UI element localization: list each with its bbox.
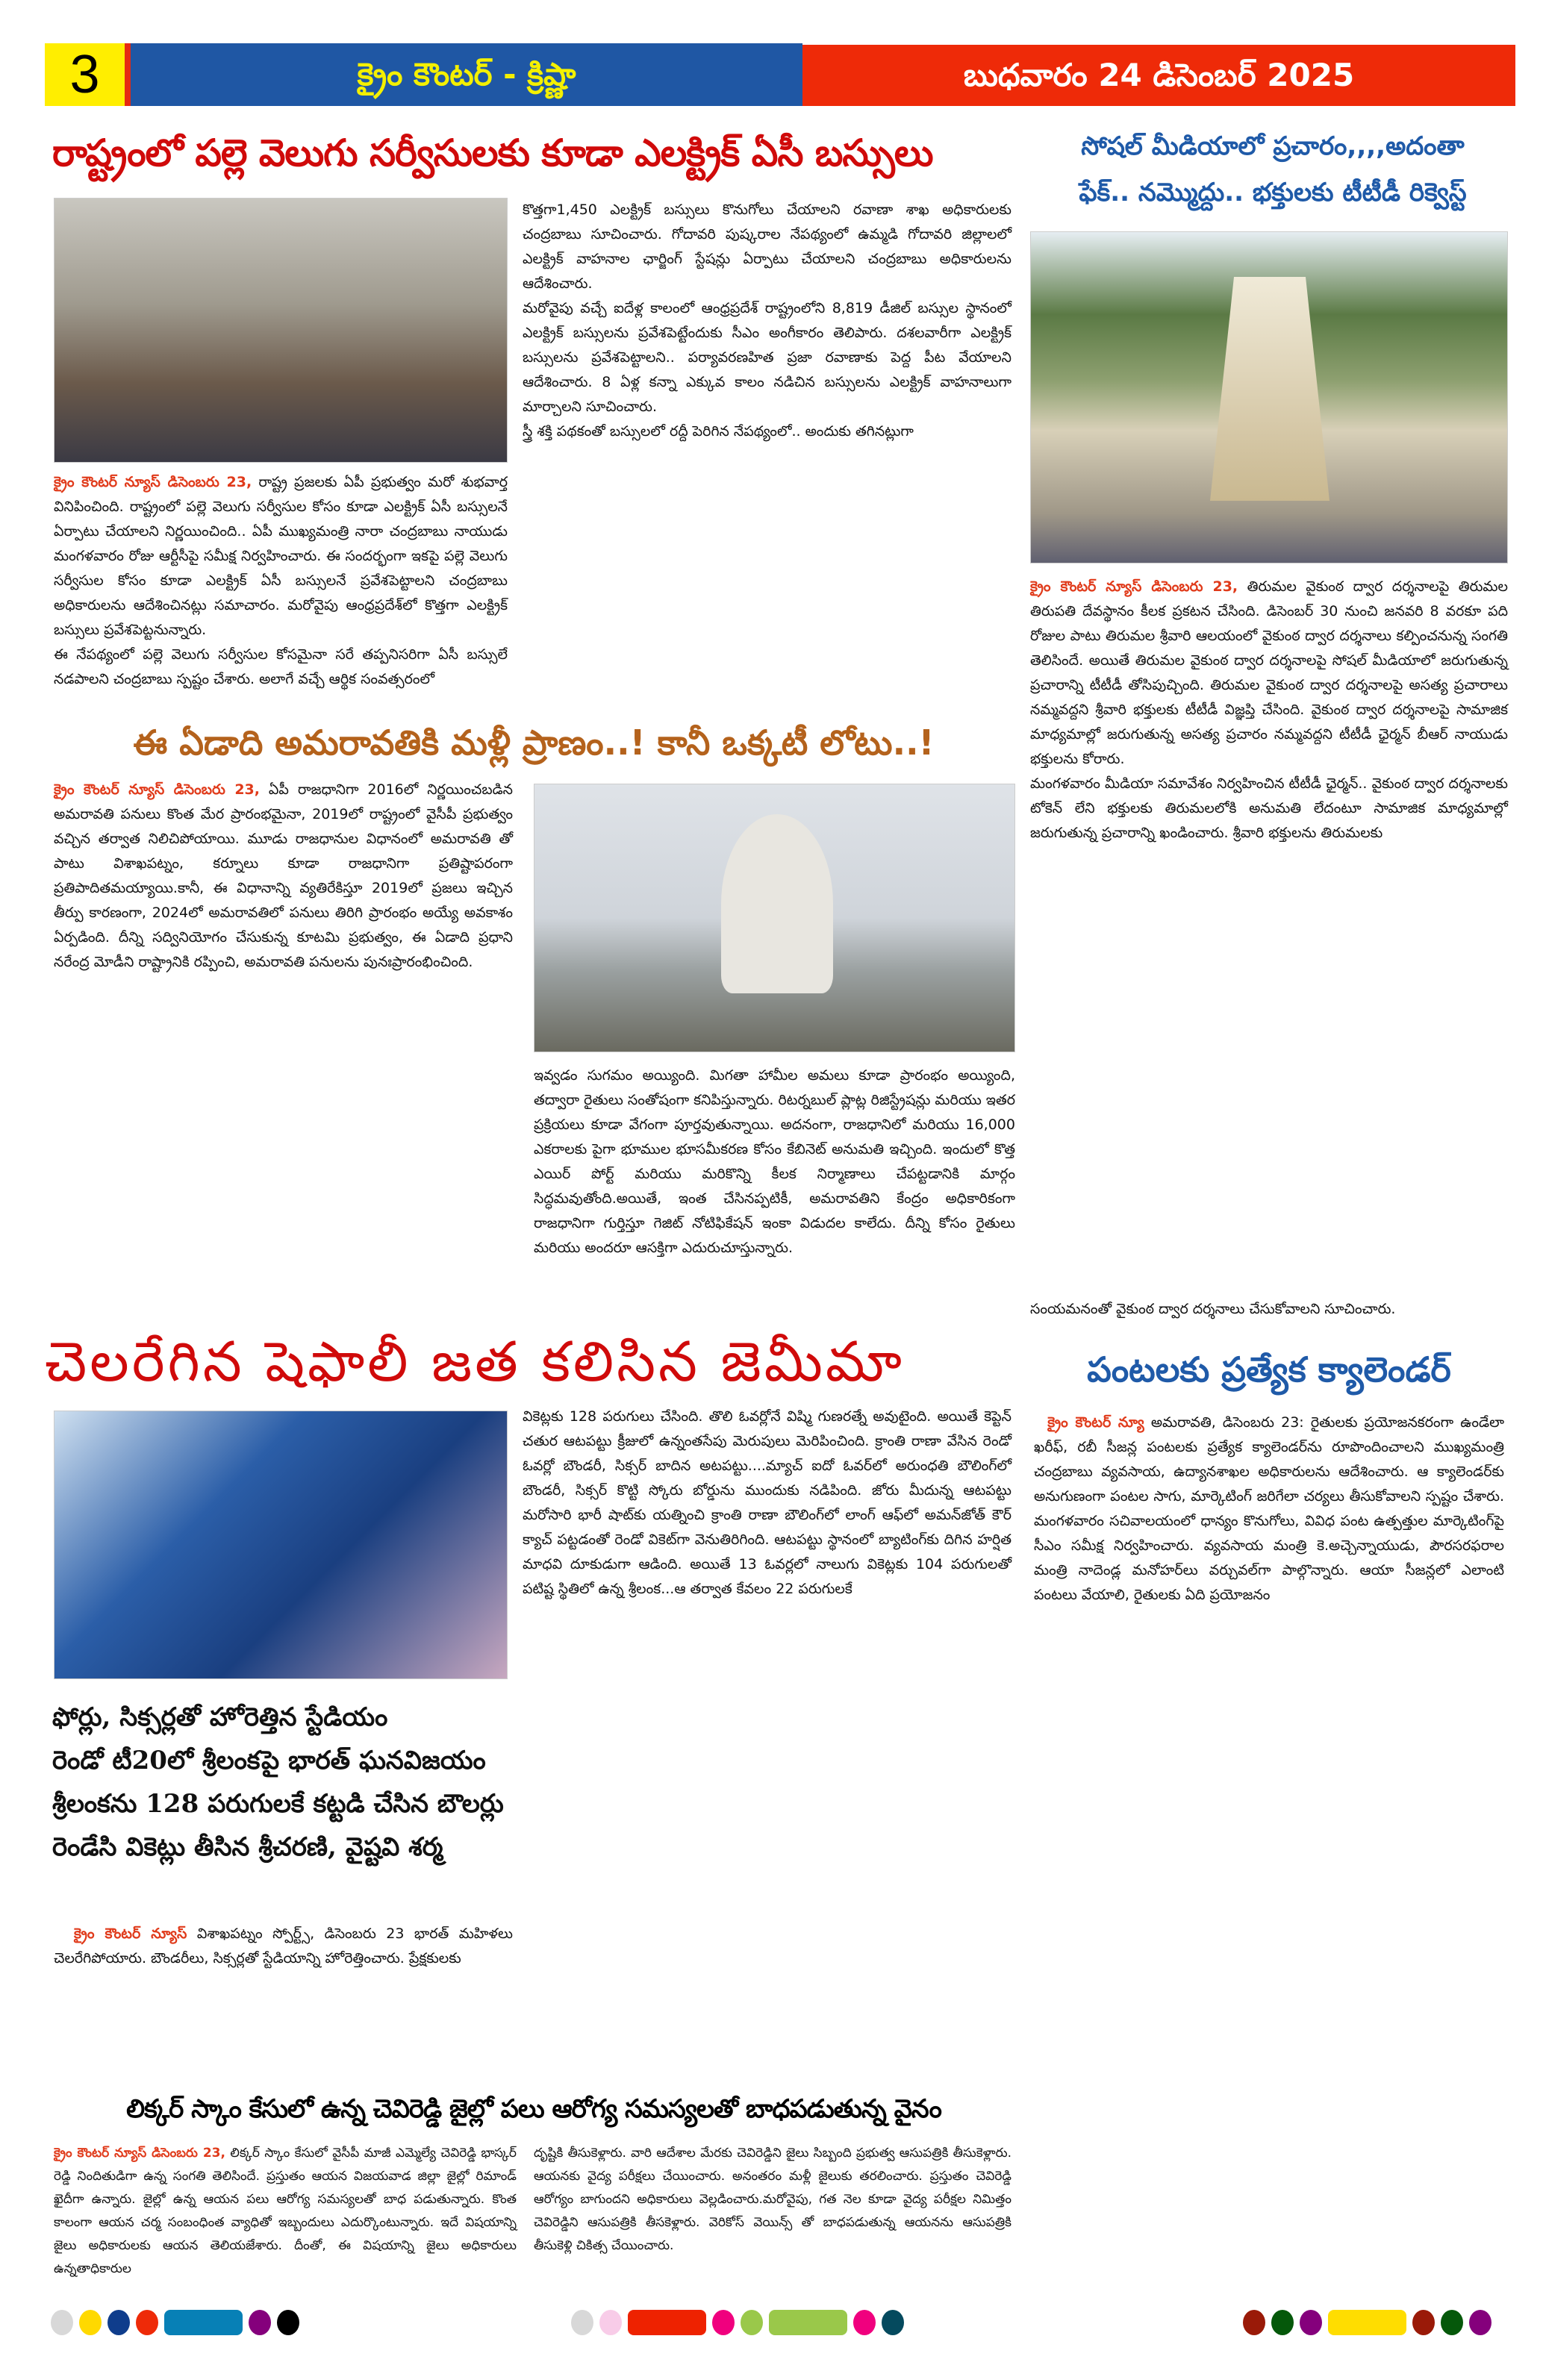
color-marks-right xyxy=(1243,2310,1497,2335)
dateline: క్రైం కౌంటర్ న్యూస్ xyxy=(73,1925,187,1942)
color-swatch xyxy=(882,2310,904,2335)
color-swatch xyxy=(712,2310,735,2335)
ttd-headline xyxy=(1030,123,1515,216)
color-swatch xyxy=(136,2310,158,2335)
color-swatch xyxy=(79,2310,102,2335)
color-swatch xyxy=(741,2310,763,2335)
paragraph: తిరుమల వైకుంఠ ద్వార దర్శనాలపై తిరుమల తిరుపతి దేవస్థానం కీలక ప్రకటన చేసింది. డిసెంబర్ 30 నుంచి జనవరి 8 వరకూ పది రోజుల పాటు తిరుమల శ్రీవారి ఆలయంలో వైకుంఠ ద్వార దర్శనాలు కల్పించనున్న సంగతి తెలిసిందే. అయితే తిరుమల వైకుంఠ ద్వార దర్శనాలపై సోషల్ మీడియాలో జరుగుతున్న ప్రచారాన్ని టీటీడీ తోసిపుచ్చింది. తిరుమల వైకుంఠ ద్వార దర్శనాలపై అసత్య ప్రచారాలు నమ్మవద్దని శ్రీవారి భక్తులకు టీటీడీ విజ్ఞప్తి చేసింది. వైకుంఠ ద్వార దర్శనాలపై సామాజిక మాధ్యమాల్లో జరుగుతున్న అసత్య ప్రచారం నమ్మవద్దని టీటీడీ ఛైర్మన్ బీఆర్ నాయుడు భక్తులను కోరారు. xyxy=(1030,578,1508,767)
paragraph: వికెట్లకు 128 పరుగులు చేసింది. తొలి ఓవర్లోనే విష్మి గుణరత్నే అవుటైంది. అయితే కెప్టెన్ చతుర ఆటపట్టు క్రీజులో ఉన్నంతసేపు మెరుపులు మెరిపించింది. క్రాంతి రాణా వేసిన రెండో ఓవర్లో బౌండరీ, సిక్సర్ బాదిన అటపట్టు....మ్యాచ్ ఐదో ఓవర్‌లో అరుంధతి బౌలింగ్‌లో బౌండరీ, సిక్సర్ కొట్టి స్కోరు బోర్డును ముందుకు నడిపింది. జోరు మీదున్న ఆటపట్టు మరోసారి భారీ షాట్‌కు యత్నించి క్రాంతి రాణా బౌలింగ్‌లో లాంగ్ ఆఫ్‌లో అమన్‌జోత్ కౌర్ క్యాచ్ పట్టడంతో రెండో వికెట్‌గా వెనుతిరిగింది. ఆటపట్టు స్థానంలో బ్యాటింగ్‌కు దిగిన హర్షిత మాధవి దూకుడుగా ఆడింది. అయితే 13 ఓవర్లలో నాలుగు వికెట్లకు 104 పరుగులతో పటిష్ట స్థితిలో ఉన్న శ్రీలంక...ఆ తర్వాత కేవలం 22 పరుగులకే xyxy=(523,1408,1011,1597)
dateline: క్రైం కౌంటర్ న్యూస్ డిసెంబరు 23, xyxy=(54,2146,225,2161)
color-swatch xyxy=(1412,2310,1435,2335)
edition-title: క్రైం కౌంటర్ - క్రిష్ణా xyxy=(131,43,802,106)
amaravati-col2 xyxy=(534,1063,1015,1261)
color-marks-middle xyxy=(571,2310,910,2335)
color-swatch xyxy=(1300,2310,1322,2335)
cricket-headline: చెలరేగిన షెఫాలీ జత కలిసిన జెమీమా xyxy=(45,1330,905,1394)
ttd-headline-line1: సోషల్ మీడియాలో ప్రచారం,,,,అదంతా xyxy=(1081,131,1465,161)
color-swatch xyxy=(164,2310,243,2335)
bus-article-col1 xyxy=(54,470,508,692)
paragraph: మరోవైపు వచ్చే ఐదేళ్ల కాలంలో ఆంధ్రప్రదేశ్ రాష్ట్రంలోని 8,819 డీజిల్ బస్సుల స్థానంలో ఎలక్ట్రిక్ బస్సులను ప్రవేశపెట్టేందుకు సీఎం అంగీకారం తెలిపారు. దశలవారీగా ఎలక్ట్రిక్ బస్సులను ప్రవేశపెట్టాలని.. పర్యావరణహిత ప్రజా రవాణాకు పెద్ద పీట వేయాలని ఆదేశించారు. 8 ఏళ్ల కన్నా ఎక్కువ కాలం నడిచిన బస్సులను ఎలక్ట్రిక్ వాహనాలుగా మార్చాలని సూచించారు. xyxy=(523,300,1011,415)
color-swatch xyxy=(249,2310,271,2335)
liquor-col1 xyxy=(54,2142,517,2281)
paragraph: కొత్తగా1,450 ఎలక్ట్రిక్ బస్సులు కొనుగోలు చేయాలని రవాణా శాఖ అధికారులకు చంద్రబాబు సూచించారు. గోదావరి పుష్కరాల నేపథ్యంలో ఉమ్మడి గోదావరి జిల్లాలలో ఎలక్ట్రిక్ వాహనాల ఛార్జింగ్ స్టేషన్లు ఏర్పాటు చేయాలని చంద్రబాబు అధికారులను ఆదేశించారు. xyxy=(523,202,1011,292)
color-swatch xyxy=(628,2310,706,2335)
paragraph: అమరావతి, డిసెంబరు 23: రైతులకు ప్రయోజనకరంగా ఉండేలా ఖరీఫ్, రబీ సీజన్ల పంటలకు ప్రత్యేక క్యాలెండర్‌ను రూపొందించాలని ముఖ్యమంత్రి చంద్రబాబు వ్యవసాయ, ఉద్యానశాఖల అధికారులను ఆదేశించారు. ఆ క్యాలెండర్‌కు అనుగుణంగా పంటల సాగు, మార్కెటింగ్ జరిగేలా చర్యలు తీసుకోవాలని స్పష్టం చేశారు. మంగళవారం సచివాలయంలో ధాన్యం కొనుగోలు, వివిధ పంట ఉత్పత్తుల మార్కెటింగ్‌పై సీఎం సమీక్ష నిర్వహించారు. వ్యవసాయ మంత్రి కె.అచ్చెన్నాయుడు, పౌరసరఫరాల మంత్రి నాదెండ్ల మనోహర్‌లు వర్చువల్‌గా పాల్గొన్నారు. ఆయా సీజన్లలో ఎలాంటి పంటలు వేయాలి, రైతులకు ఏది ప్రయోజనం xyxy=(1034,1414,1505,1603)
subhead: రెండో టీ20లో శ్రీలంకపై భారత్ ఘనవిజయం xyxy=(52,1746,486,1775)
amaravati-col1 xyxy=(54,778,513,975)
paragraph: విశాఖపట్నం స్పోర్ట్స్, డిసెంబరు 23 భారత్ మహిళలు చెలరేగిపోయారు. బౌండరీలు, సిక్సర్లతో స్టేడియాన్ని హోరెత్తించారు. ప్రేక్షకులకు xyxy=(54,1925,513,1967)
subhead: రెండేసి వికెట్లు తీసిన శ్రీచరణి, వైష్టవి శర్మ xyxy=(52,1832,443,1862)
color-swatch xyxy=(277,2310,299,2335)
color-swatch xyxy=(599,2310,622,2335)
color-swatch xyxy=(1271,2310,1294,2335)
paragraph: ఏపీ రాజధానిగా 2016లో నిర్ణయించబడిన అమరావతి పనులు కొంత మేర ప్రారంభమైనా, 2019లో రాష్ట్రంలో వైసీపీ ప్రభుత్వం వచ్చిన తర్వాత నిలిచిపోయాయి. మూడు రాజధానుల విధానంలో అమరావతి తో పాటు విశాఖపట్నం, కర్నూలు కూడా రాజధానిగా ప్రతిష్టాపరంగా ప్రతిపాదితమయ్యాయి.కానీ, ఈ విధానాన్ని వ్యతిరేకిస్తూ 2019లో ప్రజలు ఇచ్చిన తీర్పు కారణంగా, 2024లో అమరావతిలో పనులు తిరిగి ప్రారంభం అయ్యే అవకాశం ఏర్పడింది. దీన్ని సద్వినియోగం చేసుకున్న కూటమి ప్రభుత్వం, ఈ ఏడాది ప్రధాని నరేంద్ర మోడీని రాష్ట్రానికి రప్పించి, అమరావతి పనులను పునఃప్రారంభించింది. xyxy=(54,781,513,970)
color-swatch xyxy=(769,2310,847,2335)
cricket-col1 xyxy=(54,1922,513,1971)
subhead: శ్రీలంకను 128 పరుగులకే కట్టడి చేసిన బౌలర్లు xyxy=(52,1789,504,1819)
color-swatch xyxy=(1243,2310,1265,2335)
bus-passengers-photo xyxy=(54,198,508,463)
liquor-col2 xyxy=(534,2142,1011,2258)
color-swatch xyxy=(571,2310,593,2335)
paragraph: దృష్టికి తీసుకెళ్లారు. వారి ఆదేశాల మేరకు చెవిరెడ్డిని జైలు సిబ్బంది ప్రభుత్వ ఆసుపత్రికి తీసుకెళ్లారు. ఆయనకు వైద్య పరీక్షలు చేయించారు. అనంతరం మళ్లీ జైలుకు తరలించారు. ప్రస్తుతం చెవిరెడ్డి ఆరోగ్యం బాగుందని అధికారులు వెల్లడించారు.మరోవైపు, గత నెల కూడా వైద్య పరీక్షల నిమిత్తం చెవిరెడ్డిని ఆసుపత్రికి తీసకెళ్లారు. వెరికోస్ వెయిన్స్ తో బాధపడుతున్న ఆయనను ఆసుపత్రికి తీసుకెళ్లి చికిత్స చేయించారు. xyxy=(534,2146,1011,2253)
color-swatch xyxy=(51,2310,73,2335)
buddha-statue xyxy=(721,814,833,993)
cricket-subheads xyxy=(52,1696,515,1869)
color-marks-left xyxy=(51,2310,305,2335)
dateline: క్రైం కౌంటర్ న్యూ xyxy=(1047,1414,1144,1431)
cricket-team-photo xyxy=(54,1411,508,1679)
color-swatch xyxy=(1328,2310,1406,2335)
issue-date: బుధవారం 24 డిసెంబర్ 2025 xyxy=(802,45,1515,106)
color-swatch xyxy=(853,2310,876,2335)
color-swatch xyxy=(107,2310,130,2335)
ttd-article xyxy=(1030,575,1508,846)
subhead: ఫోర్లు, సిక్సర్లతో హోరెత్తిన స్టేడియం xyxy=(52,1702,388,1732)
cricket-col2 xyxy=(523,1405,1011,1602)
tirumala-temple-photo xyxy=(1030,231,1508,563)
paragraph: లిక్కర్ స్కాం కేసులో వైసీపీ మాజీ ఎమ్మెల్యే చెవిరెడ్డి భాస్కర్ రెడ్డి నిందితుడిగా ఉన్న సంగతి తెలిసిందే. ప్రస్తుతం ఆయన విజయవాడ జిల్లా జైల్లో రిమాండ్ ఖైదీగా ఉన్నారు. జైల్లో ఉన్న ఆయన పలు ఆరోగ్య సమస్యలతో బాధ పడుతున్నారు. కొంత కాలంగా ఆయన చర్మ సంబంధింత వ్యాధితో ఇబ్బందులు ఎదుర్కొంటున్నారు. ఇదే విషయాన్ని జైలు అధికారులకు ఆయన తెలియజేశారు. దీంతో, ఈ విషయాన్ని జైలు అధికారులు ఉన్నతాధికారుల xyxy=(54,2146,517,2276)
ttd-closing: సంయమనంతో వైకుంఠ ద్వార దర్శనాలు చేసుకోవాలని సూచించారు. xyxy=(1030,1301,1396,1317)
temple-gopuram xyxy=(1210,277,1330,501)
ttd-headline-line2: ఫేక్.. నమ్మొద్దు.. భక్తులకు టీటీడీ రిక్వెస్ట్ xyxy=(1079,178,1467,207)
dateline: క్రైం కౌంటర్ న్యూస్ డిసెంబరు 23, xyxy=(1030,578,1238,595)
buddha-statue-photo xyxy=(534,784,1015,1052)
color-swatch xyxy=(1441,2310,1463,2335)
dateline: క్రైం కౌంటర్ న్యూస్ డిసెంబరు 23, xyxy=(54,781,260,798)
crops-headline: పంటలకు ప్రత్యేక క్యాలెండర్ xyxy=(1087,1349,1451,1390)
amaravati-headline: ఈ ఏడాది అమరావతికి మళ్లీ ప్రాణం..! కానీ ఒక్కటీ లోటు..! xyxy=(133,722,935,763)
dateline: క్రైం కౌంటర్ న్యూస్ డిసెంబరు 23, xyxy=(54,474,252,490)
bus-headline: రాష్ట్రంలో పల్లె వెలుగు సర్వీసులకు కూడా ఎలక్ట్రిక్ ఏసీ బస్సులు xyxy=(52,131,933,175)
paragraph: ఈ నేపథ్యంలో పల్లె వెలుగు సర్వీసుల కోసమైనా సరే తప్పనిసరిగా ఏసీ బస్సులే నడపాలని చంద్రబాబు స్పష్టం చేశారు. అలాగే వచ్చే ఆర్థిక సంవత్సరంలో xyxy=(54,646,508,687)
paragraph: ఇవ్వడం సుగమం అయ్యింది. మిగతా హామీల అమలు కూడా ప్రారంభం అయ్యింది, తద్వారా రైతులు సంతోషంగా కనిపిస్తున్నారు. రిటర్నబుల్ ప్లాట్ల రిజిస్ట్రేషన్లు మరియు ఇతర ప్రక్రియలు కూడా వేగంగా పూర్తవుతున్నాయి. అదనంగా, రాజధానిలో మరియు 16,000 ఎకరాలకు పైగా భూముల భూసమీకరణ కోసం కేబినెట్ అనుమతి ఇచ్చింది. ఇందులో కొత్త ఎయిర్ పోర్ట్ మరియు మరికొన్ని కీలక నిర్మాణాలు చేపట్టడానికి మార్గం సిద్ధమవుతోంది.అయితే, ఇంత చేసినప్పటికీ, అమరావతిని కేంద్రం అధికారికంగా రాజధానిగా గుర్తిస్తూ గెజిట్ నోటిఫికేషన్ ఇంకా విడుదల కాలేదు. దీన్ని కోసం రైతులు మరియు అందరూ ఆసక్తిగా ఎదురుచూస్తున్నారు. xyxy=(534,1067,1015,1256)
crops-article xyxy=(1034,1411,1504,1608)
page-number: 3 xyxy=(45,43,131,106)
liquor-headline: లిక్కర్ స్కాం కేసులో ఉన్న చెవిరెడ్డి జైల్లో పలు ఆరోగ్య సమస్యలతో బాధపడుతున్న వైనం xyxy=(126,2094,941,2124)
paragraph: మంగళవారం మీడియా సమావేశం నిర్వహించిన టీటీడీ ఛైర్మన్.. వైకుంఠ ద్వార దర్శనాలకు టోకెన్ లేని భక్తులకు తిరుమలలోకి అనుమతి లేదంటూ సామాజిక మాధ్యమాల్లో జరుగుతున్న ప్రచారాన్ని ఖండించారు. శ్రీవారి భక్తులను తిరుమలకు xyxy=(1030,775,1508,841)
color-swatch xyxy=(1469,2310,1491,2335)
bus-article-col2 xyxy=(523,198,1011,444)
paragraph: స్త్రీ శక్తి పథకంతో బస్సులలో రద్దీ పెరిగిన నేపథ్యంలో.. అందుకు తగినట్లుగా xyxy=(523,423,914,440)
paragraph: రాష్ట్ర ప్రజలకు ఏపీ ప్రభుత్వం మరో శుభవార్త వినిపించింది. రాష్ట్రంలో పల్లె వెలుగు సర్వీసుల కోసం కూడా ఎలక్ట్రిక్ ఏసీ బస్సులనే ఏర్పాటు చేయాలని నిర్ణయించింది.. ఏపీ ముఖ్యమంత్రి నారా చంద్రబాబు నాయుడు మంగళవారం రోజు ఆర్టీసీపై సమీక్ష నిర్వహించారు. ఈ సందర్భంగా ఇకపై పల్లె వెలుగు సర్వీసుల కోసం కూడా ఎలక్ట్రిక్ ఏసీ బస్సులనే ప్రవేశపెట్టాలని చంద్రబాబు అధికారులను ఆదేశించినట్లు సమాచారం. మరోవైపు ఆంధ్రప్రదేశ్‌లో కొత్తగా ఎలక్ట్రిక్ బస్సులు ప్రవేశపెట్టనున్నారు. xyxy=(54,474,508,638)
